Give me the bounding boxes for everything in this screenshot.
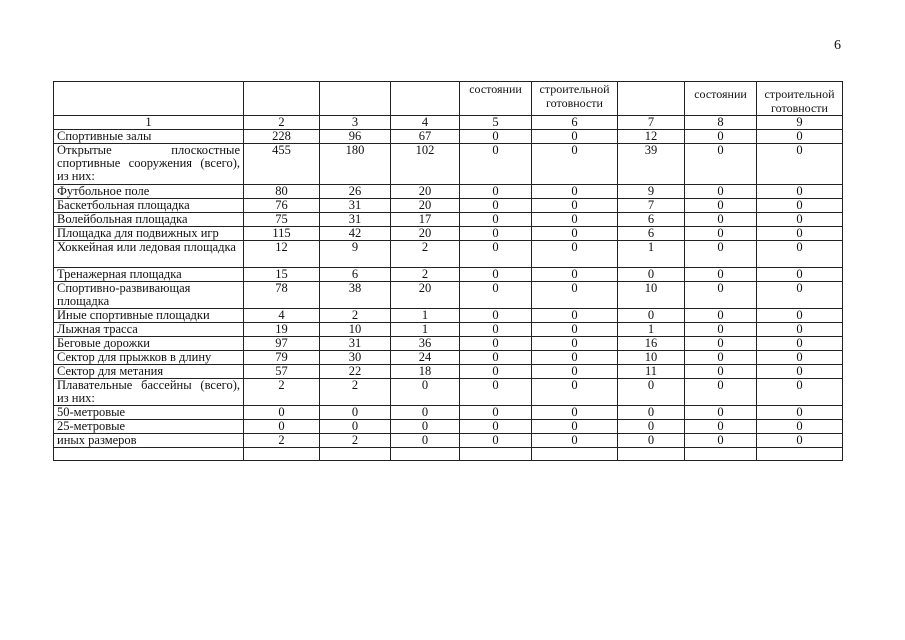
table-cell: 78 — [244, 282, 320, 309]
column-index: 8 — [685, 116, 757, 130]
table-cell: 0 — [532, 406, 618, 420]
table-cell: 0 — [460, 268, 532, 282]
row-label: Сектор для прыжков в длину — [54, 351, 244, 365]
table-cell: 0 — [757, 268, 843, 282]
table-cell: 0 — [532, 434, 618, 448]
table-cell: 0 — [532, 337, 618, 351]
table-cell: 0 — [685, 365, 757, 379]
table-row — [54, 434, 843, 448]
table-cell: 0 — [391, 379, 460, 406]
table-cell: 2 — [391, 268, 460, 282]
table-cell: 0 — [757, 309, 843, 323]
table-empty-row — [54, 448, 843, 461]
table-cell: 67 — [391, 130, 460, 144]
header-cell: состоянии — [460, 82, 532, 116]
column-index: 2 — [244, 116, 320, 130]
table-cell: 79 — [244, 351, 320, 365]
table-cell: 0 — [460, 323, 532, 337]
row-label: Волейбольная площадка — [54, 213, 244, 227]
table-cell: 0 — [757, 351, 843, 365]
row-label: иных размеров — [54, 434, 244, 448]
table-cell: 6 — [618, 213, 685, 227]
table-cell: 0 — [685, 323, 757, 337]
table-cell: 0 — [460, 406, 532, 420]
row-label: Иные спортивные площадки — [54, 309, 244, 323]
column-index: 4 — [391, 116, 460, 130]
table-row — [54, 337, 843, 351]
table-cell: 0 — [618, 379, 685, 406]
table-cell: 0 — [391, 406, 460, 420]
empty-cell — [54, 448, 244, 461]
table-cell: 30 — [320, 351, 391, 365]
column-index: 7 — [618, 116, 685, 130]
table-header-row — [54, 82, 843, 116]
empty-cell — [460, 448, 532, 461]
table-cell: 0 — [757, 282, 843, 309]
table-cell: 17 — [391, 213, 460, 227]
table-cell: 455 — [244, 144, 320, 185]
table-cell: 0 — [618, 309, 685, 323]
table-cell: 0 — [460, 144, 532, 185]
table-cell: 0 — [532, 420, 618, 434]
table-body — [54, 130, 843, 448]
table-cell: 0 — [460, 434, 532, 448]
empty-cell — [391, 448, 460, 461]
header-cell — [391, 82, 460, 116]
table-cell: 0 — [757, 199, 843, 213]
table-cell: 0 — [685, 199, 757, 213]
table-cell: 0 — [244, 420, 320, 434]
table-cell: 16 — [618, 337, 685, 351]
table-cell: 42 — [320, 227, 391, 241]
table-cell: 31 — [320, 199, 391, 213]
table-cell: 0 — [757, 241, 843, 268]
header-cell — [244, 82, 320, 116]
table-row — [54, 227, 843, 241]
table-cell: 0 — [618, 406, 685, 420]
row-label: Спортивно-развивающая площадка — [54, 282, 244, 309]
table-cell: 0 — [685, 351, 757, 365]
facilities-table — [53, 81, 843, 461]
table-cell: 0 — [685, 434, 757, 448]
table-cell: 0 — [685, 130, 757, 144]
table-cell: 0 — [532, 241, 618, 268]
column-index: 3 — [320, 116, 391, 130]
table-cell: 1 — [391, 323, 460, 337]
table-cell: 2 — [391, 241, 460, 268]
table-cell: 0 — [757, 379, 843, 406]
table-cell: 0 — [757, 213, 843, 227]
table-cell: 2 — [320, 309, 391, 323]
table-cell: 0 — [757, 406, 843, 420]
empty-cell — [618, 448, 685, 461]
row-label: 50-метровые — [54, 406, 244, 420]
table-cell: 2 — [320, 379, 391, 406]
table-cell: 102 — [391, 144, 460, 185]
table-cell: 0 — [460, 282, 532, 309]
table-cell: 0 — [460, 213, 532, 227]
table-cell: 0 — [685, 185, 757, 199]
column-index: 5 — [460, 116, 532, 130]
table-row — [54, 213, 843, 227]
table-cell: 36 — [391, 337, 460, 351]
table-cell: 0 — [460, 420, 532, 434]
row-label: Открытые плоскостные спортивные сооружения (всего), из них: — [54, 144, 244, 185]
table-cell: 26 — [320, 185, 391, 199]
table-cell: 0 — [685, 241, 757, 268]
table-cell: 7 — [618, 199, 685, 213]
table-cell: 228 — [244, 130, 320, 144]
table-cell: 0 — [685, 309, 757, 323]
table-cell: 2 — [244, 379, 320, 406]
table-cell: 6 — [618, 227, 685, 241]
table-cell: 9 — [320, 241, 391, 268]
table-cell: 12 — [618, 130, 685, 144]
table-cell: 0 — [532, 268, 618, 282]
table-cell: 76 — [244, 199, 320, 213]
table-cell: 20 — [391, 185, 460, 199]
table-cell: 0 — [532, 199, 618, 213]
table-cell: 1 — [618, 323, 685, 337]
table-cell: 0 — [460, 130, 532, 144]
table-cell: 0 — [532, 130, 618, 144]
table-cell: 0 — [532, 309, 618, 323]
table-cell: 0 — [618, 434, 685, 448]
table-cell: 20 — [391, 282, 460, 309]
header-cell: строительной готовности — [757, 82, 843, 116]
table-cell: 4 — [244, 309, 320, 323]
table-cell: 97 — [244, 337, 320, 351]
table-cell: 15 — [244, 268, 320, 282]
table-cell: 0 — [757, 130, 843, 144]
table-cell: 0 — [757, 434, 843, 448]
table-row — [54, 351, 843, 365]
row-label: Сектор для метания — [54, 365, 244, 379]
table-cell: 0 — [532, 227, 618, 241]
row-label: Площадка для подвижных игр — [54, 227, 244, 241]
table-row — [54, 241, 843, 268]
row-label: Хоккейная или ледовая площадка — [54, 241, 244, 268]
table-cell: 0 — [460, 379, 532, 406]
table-cell: 0 — [685, 420, 757, 434]
table-cell: 0 — [532, 282, 618, 309]
empty-cell — [685, 448, 757, 461]
table-cell: 0 — [532, 185, 618, 199]
table-cell: 180 — [320, 144, 391, 185]
table-cell: 0 — [391, 434, 460, 448]
header-cell — [54, 82, 244, 116]
header-cell — [320, 82, 391, 116]
table-cell: 20 — [391, 199, 460, 213]
table-cell: 0 — [532, 144, 618, 185]
column-index: 6 — [532, 116, 618, 130]
row-label: Баскетбольная площадка — [54, 199, 244, 213]
table-cell: 0 — [685, 337, 757, 351]
table-cell: 0 — [460, 351, 532, 365]
table-cell: 75 — [244, 213, 320, 227]
table-row — [54, 406, 843, 420]
table-cell: 0 — [532, 213, 618, 227]
empty-cell — [320, 448, 391, 461]
table-cell: 1 — [391, 309, 460, 323]
column-index: 9 — [757, 116, 843, 130]
column-index: 1 — [54, 116, 244, 130]
table-cell: 39 — [618, 144, 685, 185]
table-row — [54, 268, 843, 282]
table-cell: 19 — [244, 323, 320, 337]
table-cell: 2 — [320, 434, 391, 448]
table-cell: 24 — [391, 351, 460, 365]
table-cell: 0 — [685, 144, 757, 185]
table-cell: 0 — [757, 420, 843, 434]
row-label: Лыжная трасса — [54, 323, 244, 337]
table-cell: 10 — [320, 323, 391, 337]
table-cell: 0 — [460, 227, 532, 241]
table-cell: 12 — [244, 241, 320, 268]
table-cell: 0 — [460, 185, 532, 199]
table-cell: 0 — [391, 420, 460, 434]
table-cell: 0 — [460, 241, 532, 268]
table-cell: 96 — [320, 130, 391, 144]
table-row — [54, 379, 843, 406]
table-cell: 0 — [460, 337, 532, 351]
table-cell: 0 — [757, 227, 843, 241]
table-cell: 0 — [685, 268, 757, 282]
table-cell: 1 — [618, 241, 685, 268]
table-cell: 0 — [757, 365, 843, 379]
table-cell: 20 — [391, 227, 460, 241]
table-cell: 22 — [320, 365, 391, 379]
table-cell: 0 — [757, 337, 843, 351]
table-cell: 0 — [320, 420, 391, 434]
table-cell: 0 — [244, 406, 320, 420]
row-label: Беговые дорожки — [54, 337, 244, 351]
table-cell: 0 — [532, 323, 618, 337]
table-cell: 0 — [460, 365, 532, 379]
table-cell: 0 — [460, 199, 532, 213]
table-cell: 0 — [532, 365, 618, 379]
table-row — [54, 309, 843, 323]
table-cell: 10 — [618, 282, 685, 309]
table-row — [54, 144, 843, 185]
table-cell: 10 — [618, 351, 685, 365]
table-cell: 0 — [532, 351, 618, 365]
table-cell: 31 — [320, 337, 391, 351]
table-row — [54, 199, 843, 213]
table-row — [54, 323, 843, 337]
row-label: Тренажерная площадка — [54, 268, 244, 282]
table-cell: 11 — [618, 365, 685, 379]
table-cell: 0 — [685, 213, 757, 227]
row-label: Спортивные залы — [54, 130, 244, 144]
row-label: Плавательные бассейны (всего), из них: — [54, 379, 244, 406]
table-cell: 6 — [320, 268, 391, 282]
table-cell: 0 — [685, 282, 757, 309]
column-index-row — [54, 116, 843, 130]
table-cell: 0 — [757, 144, 843, 185]
table-cell: 0 — [460, 309, 532, 323]
table-cell: 0 — [320, 406, 391, 420]
table-cell: 0 — [757, 185, 843, 199]
header-cell — [618, 82, 685, 116]
header-cell: состоянии — [685, 82, 757, 116]
table-cell: 0 — [618, 268, 685, 282]
empty-cell — [244, 448, 320, 461]
table-cell: 0 — [757, 323, 843, 337]
table-cell: 2 — [244, 434, 320, 448]
row-label: Футбольное поле — [54, 185, 244, 199]
table-row — [54, 365, 843, 379]
table-cell: 38 — [320, 282, 391, 309]
row-label: 25-метровые — [54, 420, 244, 434]
table-cell: 0 — [618, 420, 685, 434]
page-number: 6 — [834, 38, 841, 53]
table-cell: 115 — [244, 227, 320, 241]
table-cell: 31 — [320, 213, 391, 227]
table-cell: 0 — [685, 227, 757, 241]
table-cell: 0 — [685, 406, 757, 420]
table-cell: 0 — [532, 379, 618, 406]
table-row — [54, 130, 843, 144]
table-cell: 18 — [391, 365, 460, 379]
table-cell: 0 — [685, 379, 757, 406]
empty-cell — [757, 448, 843, 461]
table-row — [54, 282, 843, 309]
table-row — [54, 185, 843, 199]
table-cell: 9 — [618, 185, 685, 199]
table-row — [54, 420, 843, 434]
empty-cell — [532, 448, 618, 461]
table-cell: 80 — [244, 185, 320, 199]
table-cell: 57 — [244, 365, 320, 379]
header-cell: строительной готовности — [532, 82, 618, 116]
